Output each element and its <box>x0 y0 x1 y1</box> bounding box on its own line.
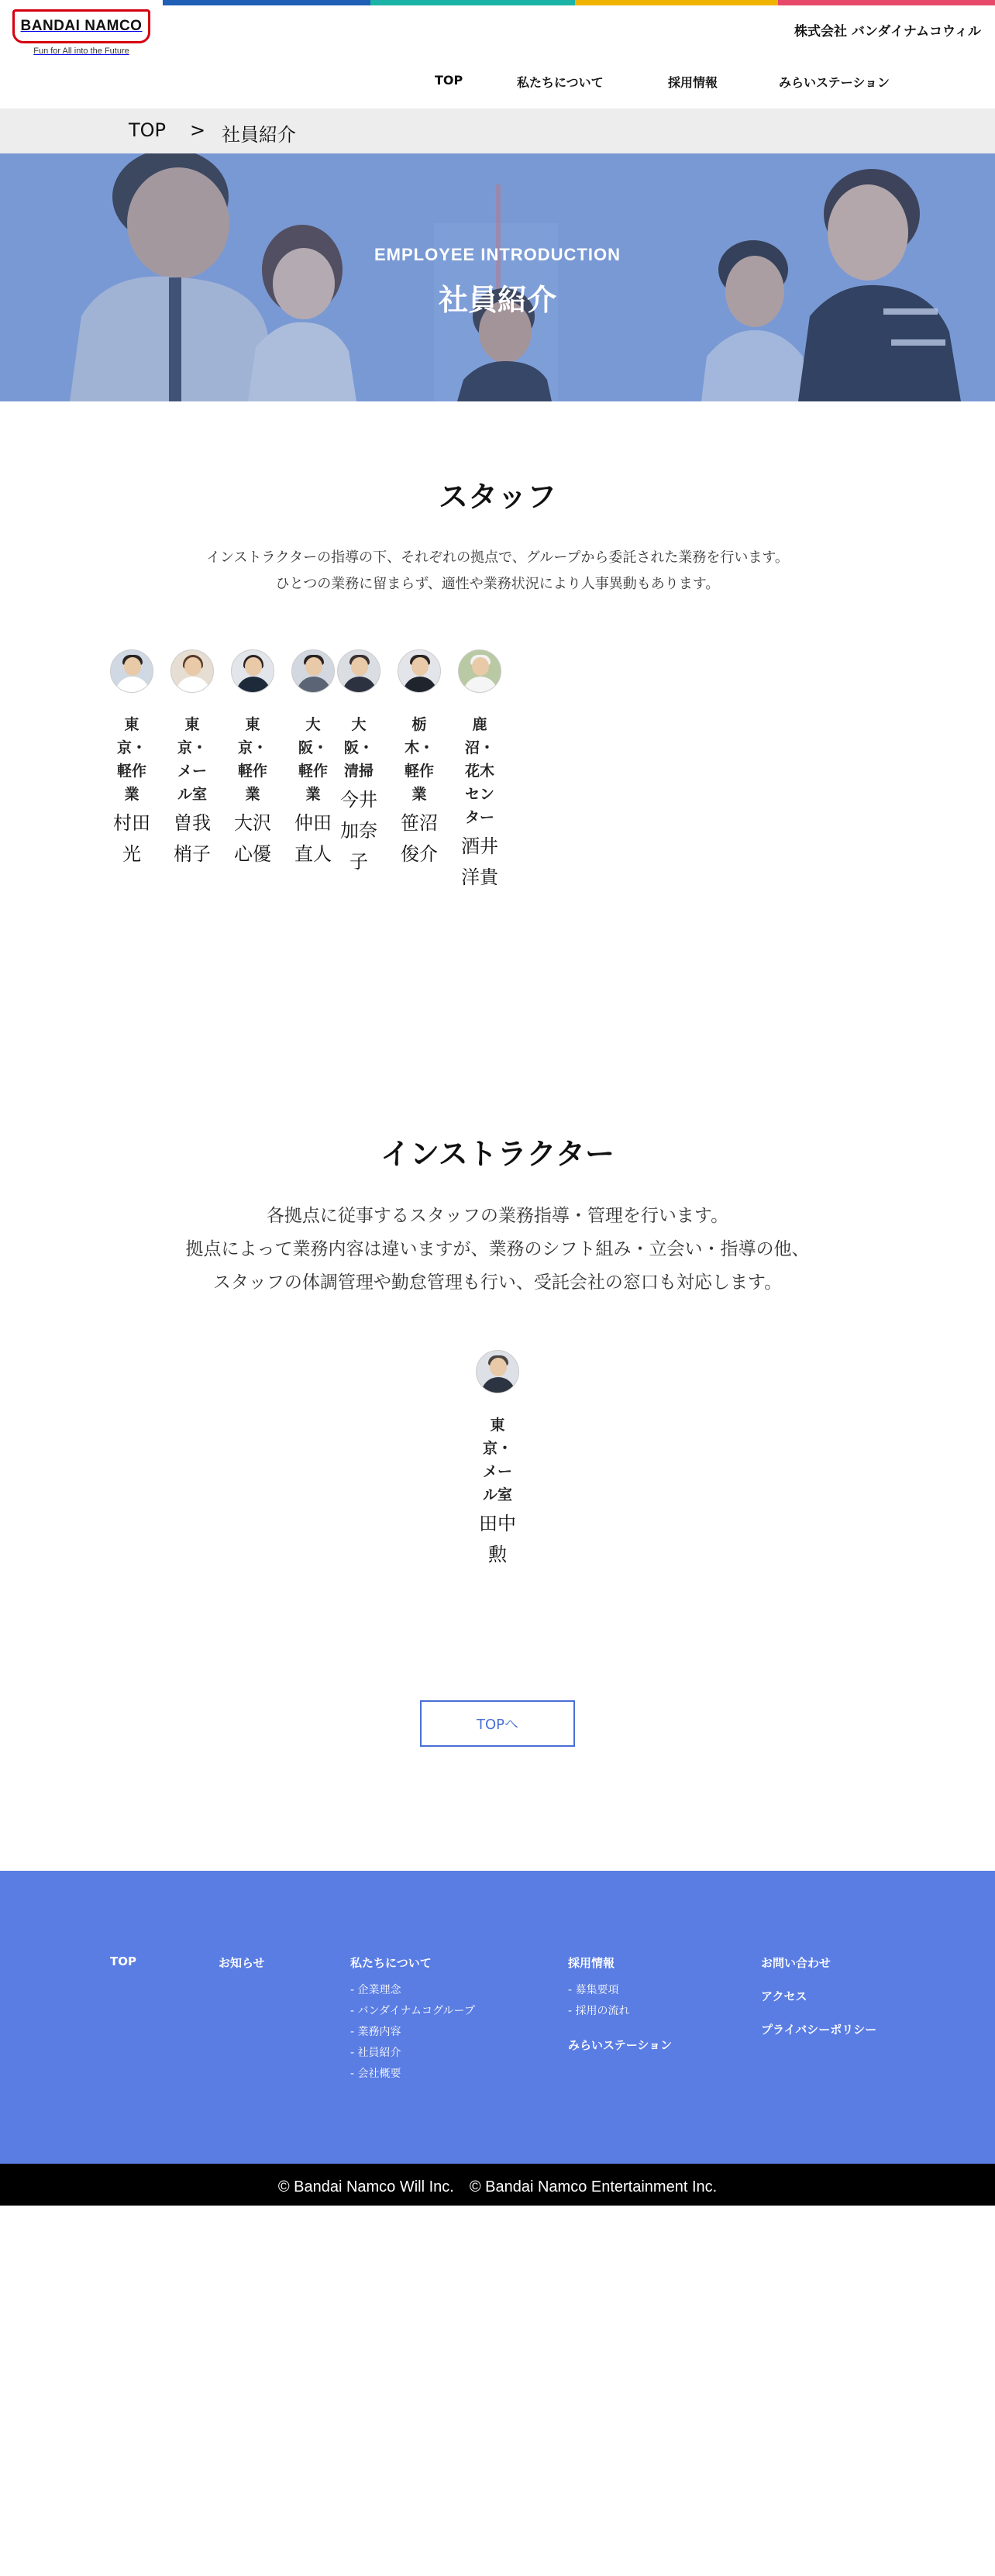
avatar <box>110 649 153 693</box>
footer-col-top <box>110 1954 136 1968</box>
nav-item-about[interactable]: 私たちについて <box>517 75 604 90</box>
footer-link-philosophy[interactable]: - 企業理念 <box>350 1984 401 1996</box>
avatar <box>231 649 274 693</box>
instructor-title: インストラクター <box>380 1137 615 1171</box>
staff-dept: 東京・軽作業 <box>238 716 268 803</box>
site-header <box>0 0 995 108</box>
brand-stripe-yellow <box>575 0 778 5</box>
staff-name: 笹沼俊介 <box>401 812 438 865</box>
footer-link-top[interactable]: TOP <box>110 1954 136 1968</box>
logo-tagline: Fun for All into the Future <box>33 46 129 56</box>
avatar <box>458 649 501 693</box>
staff-dept: 鹿沼・花木センター <box>465 716 495 826</box>
bandai-namco-logo[interactable] <box>12 9 150 56</box>
nav-item-top[interactable]: TOP <box>435 73 463 88</box>
hero-banner <box>0 153 995 401</box>
staff-card[interactable] <box>165 649 219 870</box>
staff-card[interactable] <box>226 649 280 870</box>
staff-dept: 大阪・軽作業 <box>298 716 329 803</box>
staff-name: 今井加奈子 <box>340 789 377 873</box>
footer-col-recruit <box>568 1954 672 2053</box>
brand-stripe-teal <box>370 0 575 5</box>
staff-name: 酒井洋貴 <box>461 835 498 888</box>
hero-title-jp: 社員紹介 <box>438 283 556 317</box>
staff-desc-line1: インストラクターの指導の下、それぞれの拠点で、グループから委託された業務を行います。 <box>206 549 789 566</box>
staff-desc-line2: ひとつの業務に留まらず、適性や業務状況により人事異動もあります。 <box>275 576 720 592</box>
staff-name: 村田光 <box>113 812 150 865</box>
brand-stripe-pink <box>778 0 995 5</box>
staff-dept: 東京・軽作業 <box>117 716 147 803</box>
breadcrumb-separator: > <box>190 119 206 141</box>
avatar <box>170 649 214 693</box>
company-name: 株式会社 バンダイナムコウィル <box>794 24 981 40</box>
footer-link-recruit[interactable]: 採用情報 <box>568 1956 615 1970</box>
footer-link-contact[interactable]: お問い合わせ <box>761 1956 831 1970</box>
logo-frame <box>12 9 150 43</box>
staff-dept: 大阪・清掃 <box>344 716 374 780</box>
footer-link-access[interactable]: アクセス <box>761 1989 807 2003</box>
avatar <box>476 1350 519 1393</box>
footer-link-group[interactable]: - バンダイナムコグループ <box>350 2005 475 2017</box>
breadcrumb-current: 社員紹介 <box>222 124 296 146</box>
staff-card[interactable] <box>453 649 507 893</box>
staff-card[interactable] <box>105 649 159 870</box>
breadcrumb-home[interactable]: TOP <box>129 119 167 141</box>
instructor-name: 田中勲 <box>479 1513 516 1565</box>
nav-item-mirai-station[interactable]: みらいステーション <box>779 75 890 90</box>
footer-link-company[interactable]: - 会社概要 <box>350 2068 401 2080</box>
staff-name: 曽我梢子 <box>174 812 211 865</box>
global-nav <box>0 73 995 91</box>
instructor-desc-line2: 拠点によって業務内容は違いますが、業務のシフト組み・立会い・指導の他、 <box>185 1239 810 1259</box>
footer-link-news[interactable]: お知らせ <box>219 1956 265 1970</box>
footer-col-contact <box>761 1954 876 2037</box>
instructor-desc-line3: スタッフの体調管理や勤怠管理も行い、受託会社の窓口も対応します。 <box>212 1273 783 1293</box>
staff-name: 大沢心優 <box>234 812 271 865</box>
back-to-top-button[interactable]: TOPへ <box>420 1700 575 1747</box>
site-footer <box>0 1871 995 2164</box>
footer-col-news <box>219 1954 265 1971</box>
footer-link-business[interactable]: - 業務内容 <box>350 2026 401 2038</box>
footer-link-requirements[interactable]: - 募集要項 <box>568 1984 619 1996</box>
footer-col-about <box>350 1954 475 2081</box>
brand-stripe-blue <box>163 0 370 5</box>
nav-item-recruit[interactable]: 採用情報 <box>668 75 718 90</box>
staff-title: スタッフ <box>438 480 556 514</box>
logo-text: BANDAI NAMCO <box>20 18 143 34</box>
staff-card[interactable] <box>332 649 386 877</box>
footer-link-mirai-station[interactable]: みらいステーション <box>568 2038 673 2052</box>
copyright: © Bandai Namco Will Inc. © Bandai Namco Entertainment Inc. <box>0 2164 995 2206</box>
instructor-dept: 東京・メール室 <box>483 1417 513 1503</box>
footer-link-about[interactable]: 私たちについて <box>350 1956 432 1970</box>
staff-card[interactable] <box>392 649 446 870</box>
avatar <box>291 649 335 693</box>
avatar <box>337 649 380 693</box>
avatar <box>398 649 441 693</box>
staff-dept: 東京・メール室 <box>177 716 208 803</box>
instructor-card[interactable] <box>470 1350 525 1570</box>
hero-title-en: EMPLOYEE INTRODUCTION <box>374 245 621 264</box>
breadcrumb <box>0 108 995 153</box>
footer-link-flow[interactable]: - 採用の流れ <box>568 2005 630 2017</box>
staff-name: 仲田直人 <box>294 812 332 865</box>
staff-dept: 栃木・軽作業 <box>405 716 435 803</box>
footer-link-employees[interactable]: - 社員紹介 <box>350 2047 401 2059</box>
footer-link-privacy[interactable]: プライバシーポリシー <box>761 2023 877 2037</box>
instructor-desc-line1: 各拠点に従事するスタッフの業務指導・管理を行います。 <box>266 1206 729 1226</box>
